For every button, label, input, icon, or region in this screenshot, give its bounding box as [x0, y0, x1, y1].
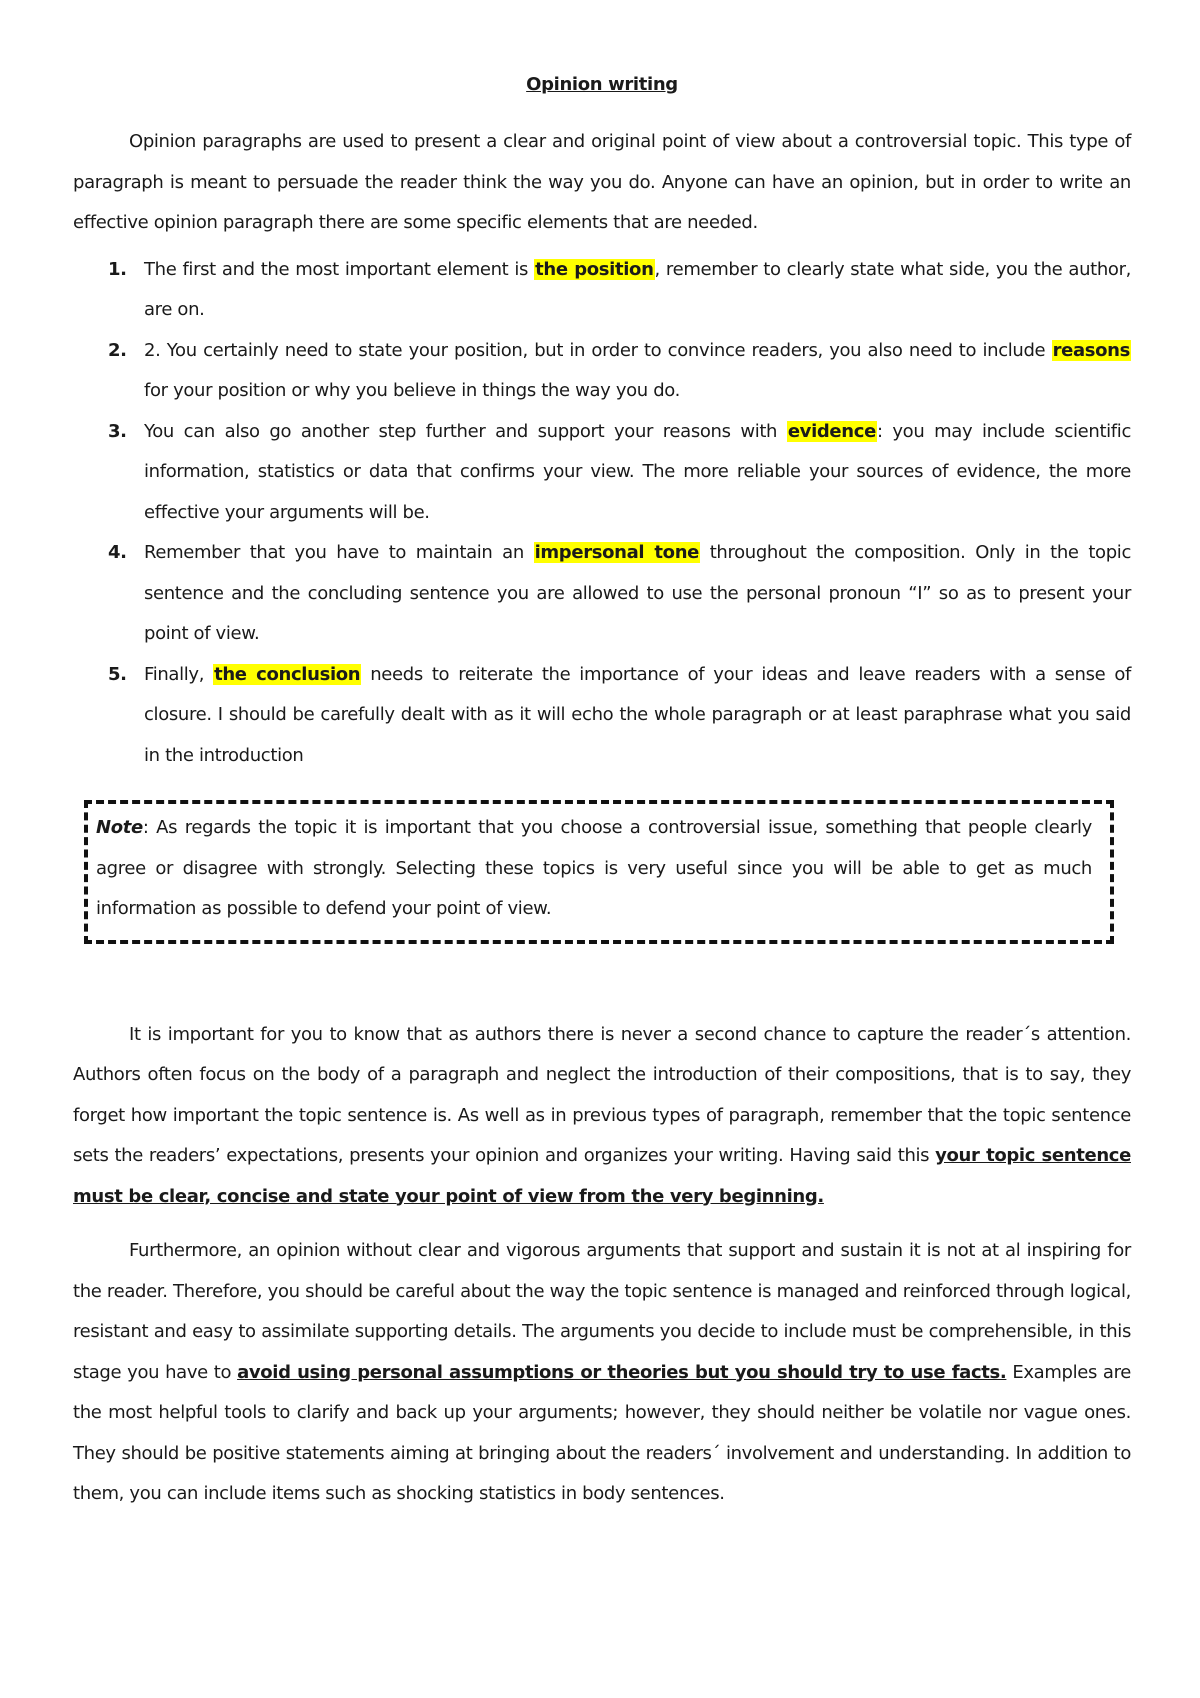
elements-list [73, 250, 1131, 777]
note-body: : As regards the topic it is important that you choose a controversial issue, something that people clearly agree or disagree with strongly. Selecting these topics is very useful since you will be able to get as much information as possible to defend your point of view. [96, 817, 1092, 919]
note-label: Note [96, 817, 143, 838]
note-text [96, 808, 1092, 930]
list-item [73, 655, 1131, 777]
intro-paragraph: Opinion paragraphs are used to present a clear and original point of view about a controversial topic. This type of paragraph is meant to persuade the reader think the way you do. Anyone can have an opinion, but in order to write an effective opinion paragraph there are some specific elements that are needed. [73, 131, 1131, 233]
spacer [73, 944, 1131, 1015]
list-text: : you may include scientific information, statistics or data that confirms your view. The more reliable your sources of evidence, the more effective your arguments will be. [144, 420, 1131, 523]
highlighted-term: reasons [1052, 339, 1130, 361]
list-text: The first and the most important element is [144, 258, 535, 280]
paragraph-arguments [73, 1231, 1131, 1515]
document-title: Opinion writing [526, 74, 678, 95]
paragraph-text: It is important for you to know that as authors there is never a second chance to capture the reader´s attention. Authors often focus on the body of a paragraph and neglect the introduction of their compositions, that is to say, they forget how important the topic sentence is. As well as in previous types of paragraph, remember that the topic sentence sets the readers’ expectations, presents your opinion and organizes your writing. Having said this [73, 1023, 1131, 1166]
list-text: for your position or why you believe in things the way you do. [144, 380, 681, 401]
highlighted-term: the conclusion [214, 663, 361, 685]
list-text: , remember to clearly state what side, you the author, are on. [144, 258, 1131, 320]
document-page [73, 60, 1131, 1515]
emphasized-text: your topic sentence must be clear, concise and state your point of view from the very beginning. [73, 1145, 1131, 1207]
list-item [73, 412, 1131, 534]
note-box [84, 800, 1114, 944]
highlighted-term: evidence [787, 420, 876, 442]
list-number: 1. [108, 258, 127, 280]
list-text: throughout the composition. Only in the topic sentence and the concluding sentence you are allowed to use the personal pronoun “I” so as to present your point of view. [144, 542, 1131, 644]
list-text: Finally, [144, 663, 214, 685]
paragraph-topic-sentence [73, 1015, 1131, 1218]
list-number: 5. [108, 663, 127, 685]
list-text: You can also go another step further and support your reasons with [144, 420, 787, 442]
list-text: 2. You certainly need to state your position, but in order to convince readers, you also need to include [144, 339, 1052, 361]
emphasized-text: avoid using personal assumptions or theories but you should try to use facts. [237, 1361, 1007, 1383]
highlighted-term: the position [535, 258, 654, 280]
list-item [73, 533, 1131, 655]
paragraph-text: Furthermore, an opinion without clear and vigorous arguments that support and sustain it is not at al inspiring for the reader. Therefore, you should be careful about the way the topic sentence is managed and reinforced through logical, resistant and easy to assimilate supporting details. The arguments you decide to include must be comprehensible, in this stage you have to [73, 1240, 1131, 1383]
list-number: 4. [108, 542, 127, 563]
list-text: needs to reiterate the importance of your ideas and leave readers with a sense of closure. I should be carefully dealt with as it will echo the whole paragraph or at least paraphrase what you said in the introduction [144, 663, 1131, 766]
list-text: Remember that you have to maintain an [144, 542, 534, 563]
highlighted-term: impersonal tone [534, 542, 700, 563]
list-number: 2. [108, 339, 127, 361]
list-number: 3. [108, 420, 127, 442]
paragraph-text: Examples are the most helpful tools to clarify and back up your arguments; however, they should neither be volatile nor vague ones. They should be positive statements aiming at bringing about the readers´ involvement and understanding. In addition to them, you can include items such as shocking statistics in body sentences. [73, 1361, 1131, 1504]
list-item [73, 331, 1131, 412]
list-item [73, 250, 1131, 331]
